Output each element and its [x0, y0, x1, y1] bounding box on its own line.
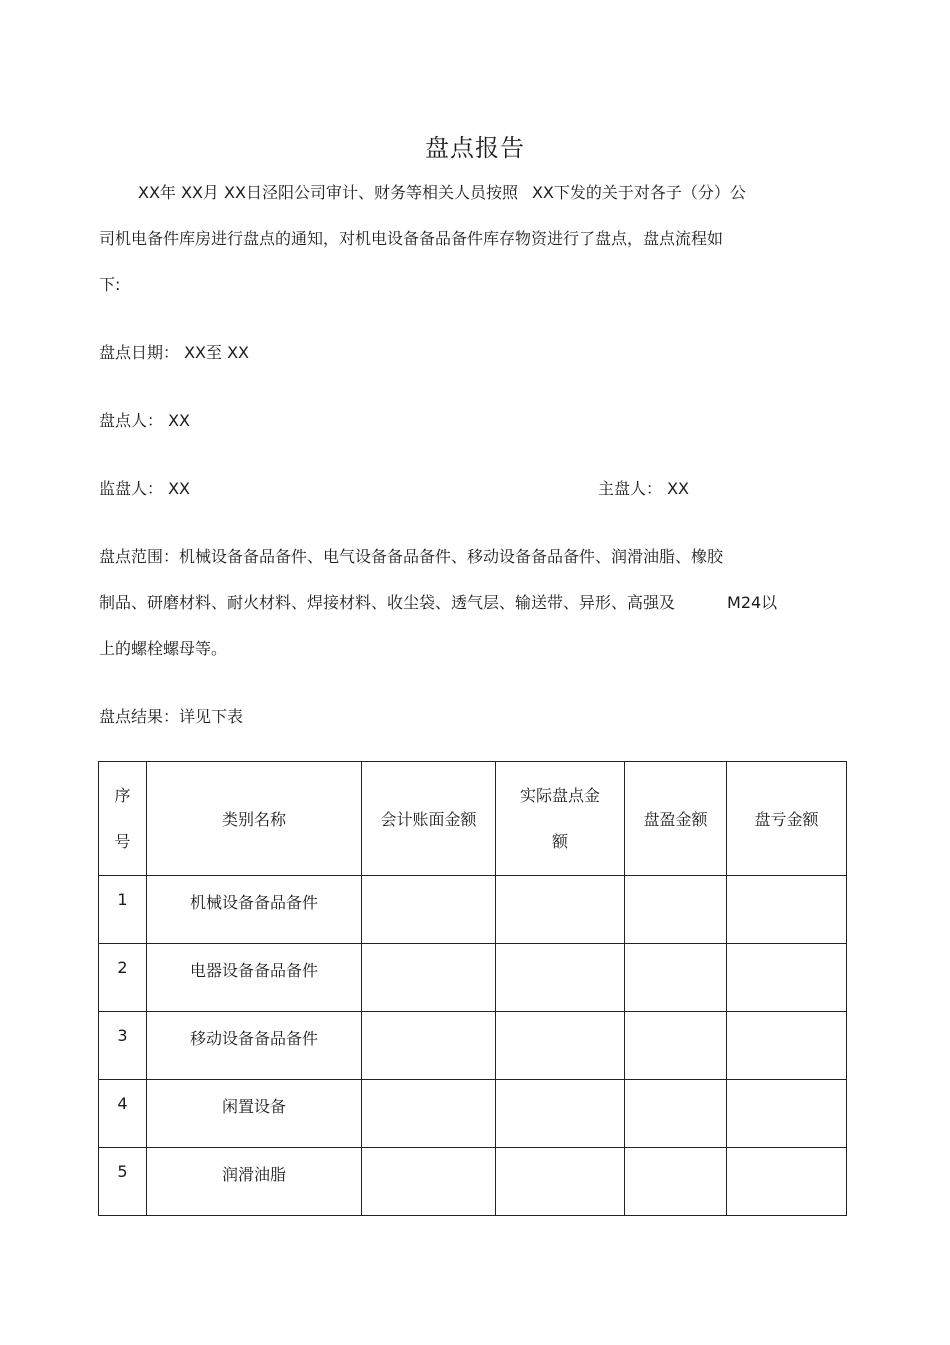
inventory-date: 盘点日期： XX至 XX	[99, 343, 250, 362]
row-surplus	[625, 1080, 727, 1148]
table-row	[99, 1080, 847, 1148]
row-actual-amount	[496, 944, 625, 1012]
header-seq-top: 序	[114, 785, 131, 805]
header-seq-bottom: 号	[114, 831, 131, 851]
header-seq	[99, 762, 147, 876]
row-actual-amount	[496, 1080, 625, 1148]
row-category: 电器设备备品备件	[147, 944, 362, 1012]
row-book-amount	[362, 876, 496, 944]
table-row	[99, 944, 847, 1012]
header-actual-top: 实际盘点金	[519, 785, 600, 805]
row-category: 润滑油脂	[147, 1148, 362, 1216]
row-loss	[727, 1080, 847, 1148]
inventory-supervisor: 监盘人： XX	[99, 479, 191, 498]
intro-line-1	[138, 182, 746, 204]
scope-line-2	[99, 592, 777, 614]
scope-line-2-part-b: M24以	[727, 593, 778, 612]
row-category: 闲置设备	[147, 1080, 362, 1148]
row-number: 3	[99, 1012, 147, 1080]
row-surplus	[625, 944, 727, 1012]
header-loss: 盘亏金额	[727, 762, 847, 876]
row-category: 机械设备备品备件	[147, 876, 362, 944]
row-surplus	[625, 1148, 727, 1216]
row-book-amount	[362, 1012, 496, 1080]
row-loss	[727, 1148, 847, 1216]
row-number: 1	[99, 876, 147, 944]
row-book-amount	[362, 1148, 496, 1216]
row-number: 2	[99, 944, 147, 1012]
intro-line-1-part-b: XX下发的关于对各子（分）公	[531, 183, 746, 202]
scope-line-3: 上的螺栓螺母等。	[99, 639, 228, 658]
row-loss	[727, 1012, 847, 1080]
header-category: 类别名称	[147, 762, 362, 876]
row-number: 4	[99, 1080, 147, 1148]
intro-line-3: 下:	[99, 275, 121, 294]
header-actual-bottom: 额	[551, 831, 568, 851]
page-title: 盘点报告	[425, 134, 525, 162]
header-actual-amount	[496, 762, 625, 876]
row-book-amount	[362, 1080, 496, 1148]
scope-line-2-part-a: 制品、研磨材料、耐火材料、焊接材料、收尘袋、透气层、输送带、异形、高强及	[99, 593, 676, 612]
inventory-table	[98, 761, 847, 1216]
table-row	[99, 1148, 847, 1216]
row-surplus	[625, 1012, 727, 1080]
row-actual-amount	[496, 1012, 625, 1080]
intro-line-1-part-a: XX年 XX月 XX日泾阳公司审计、财务等相关人员按照	[138, 183, 518, 202]
row-surplus	[625, 876, 727, 944]
table-header-row	[99, 762, 847, 876]
scope-line-1: 盘点范围：机械设备备品备件、电气设备备品备件、移动设备备品备件、润滑油脂、橡胶	[99, 547, 724, 566]
header-book-amount: 会计账面金额	[362, 762, 496, 876]
row-book-amount	[362, 944, 496, 1012]
table-row	[99, 876, 847, 944]
header-surplus: 盘盈金额	[625, 762, 727, 876]
table-row	[99, 1012, 847, 1080]
row-number: 5	[99, 1148, 147, 1216]
row-category: 移动设备备品备件	[147, 1012, 362, 1080]
row-loss	[727, 876, 847, 944]
inventory-counter: 盘点人： XX	[99, 411, 191, 430]
intro-line-2: 司机电备件库房进行盘点的通知，对机电设备备品备件库存物资进行了盘点，盘点流程如	[99, 229, 724, 248]
inventory-result: 盘点结果：详见下表	[99, 707, 244, 726]
row-actual-amount	[496, 1148, 625, 1216]
inventory-chief: 主盘人： XX	[598, 479, 690, 498]
row-loss	[727, 944, 847, 1012]
row-actual-amount	[496, 876, 625, 944]
